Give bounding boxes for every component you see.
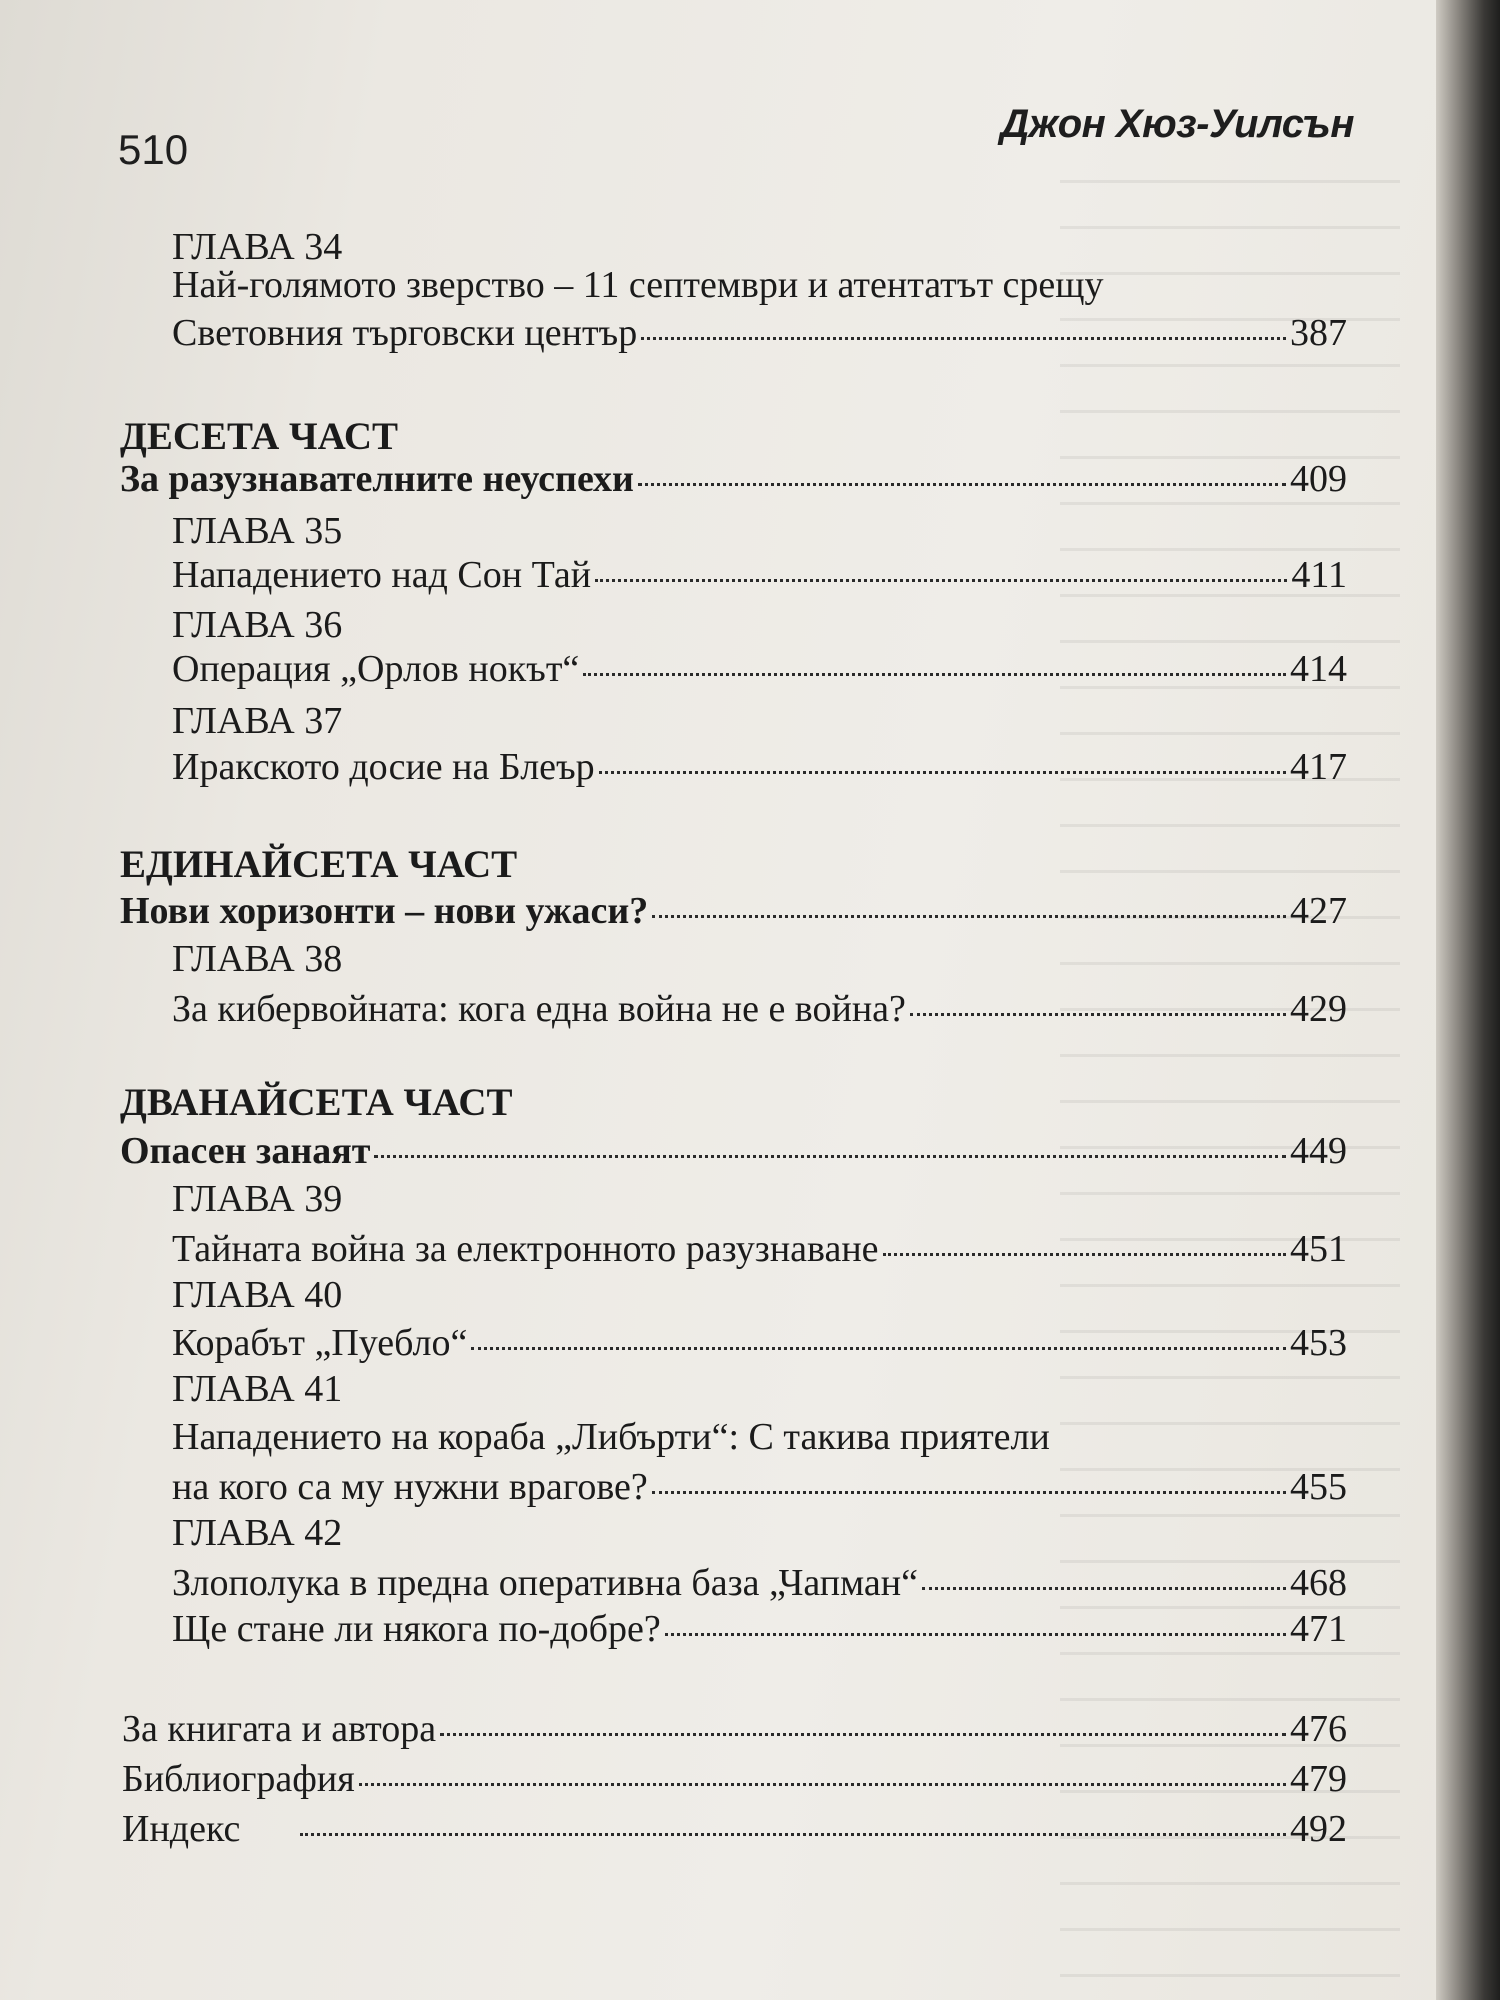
chapter-label: ГЛАВА 41 xyxy=(172,1368,343,1410)
chapter-label: ГЛАВА 37 xyxy=(172,700,343,742)
page-ref: 417 xyxy=(1290,746,1347,788)
page-ref: 449 xyxy=(1290,1130,1347,1172)
toc-entry xyxy=(172,744,1347,790)
dot-leader xyxy=(471,1347,1286,1350)
chapter-label: ГЛАВА 34 xyxy=(172,226,343,268)
dot-leader xyxy=(922,1587,1286,1590)
book-spine-shadow xyxy=(1436,0,1500,2000)
page-ref: 453 xyxy=(1290,1322,1347,1364)
dot-leader xyxy=(595,579,1287,582)
page-ref: 476 xyxy=(1290,1708,1347,1750)
dot-leader xyxy=(359,1783,1286,1786)
chapter-label: ГЛАВА 36 xyxy=(172,604,343,646)
chapter-title: Тайната война за електронното разузнаване xyxy=(172,1228,879,1270)
toc-entry xyxy=(172,1320,1347,1366)
page-ref: 411 xyxy=(1291,554,1347,596)
chapter-title: Нападението на кораба „Либърти“: С такива приятели xyxy=(172,1416,1050,1458)
page-ref: 414 xyxy=(1290,648,1347,690)
toc-entry xyxy=(120,888,1347,934)
toc-entry xyxy=(172,1464,1347,1510)
dot-leader xyxy=(374,1155,1286,1158)
page-ref: 468 xyxy=(1290,1562,1347,1604)
chapter-label: ГЛАВА 39 xyxy=(172,1178,343,1220)
part-heading: ДЕСЕТА ЧАСТ xyxy=(120,415,399,458)
dot-leader xyxy=(440,1733,1286,1736)
toc-entry xyxy=(122,1806,1347,1852)
part-heading: ДВАНАЙСЕТА ЧАСТ xyxy=(120,1081,513,1124)
dot-leader xyxy=(300,1833,1286,1836)
backmatter-title: Индекс xyxy=(122,1808,241,1850)
dot-leader xyxy=(652,1491,1286,1494)
chapter-label: ГЛАВА 35 xyxy=(172,510,343,552)
backmatter-title: За книгата и автора xyxy=(122,1708,437,1750)
toc-entry xyxy=(172,986,1347,1032)
running-head-author: Джон Хюз-Уилсън xyxy=(1000,102,1354,146)
chapter-title: Корабът „Пуебло“ xyxy=(172,1322,468,1364)
toc-entry xyxy=(172,646,1347,692)
page-ref: 455 xyxy=(1290,1466,1347,1508)
chapter-title: Иракското досие на Блеър xyxy=(172,746,595,788)
dot-leader xyxy=(665,1633,1286,1636)
toc-entry xyxy=(172,310,1347,356)
dot-leader xyxy=(641,337,1286,340)
toc-entry xyxy=(172,552,1347,598)
chapter-title: Ще стане ли някога по-добре? xyxy=(172,1608,661,1650)
page-ref: 451 xyxy=(1290,1228,1347,1270)
dot-leader xyxy=(583,673,1286,676)
toc-entry xyxy=(172,1606,1347,1652)
backmatter-title: Библиография xyxy=(122,1758,355,1800)
toc-entry xyxy=(120,456,1347,502)
dot-leader xyxy=(638,483,1286,486)
part-title: За разузнавателните неуспехи xyxy=(120,458,634,500)
chapter-label: ГЛАВА 40 xyxy=(172,1274,343,1316)
page-ref: 427 xyxy=(1290,890,1347,932)
part-title: Опасен занаят xyxy=(120,1130,371,1172)
page-ref: 471 xyxy=(1290,1608,1347,1650)
part-title: Нови хоризонти – нови ужаси? xyxy=(120,890,649,932)
page-number: 510 xyxy=(118,126,189,173)
chapter-title: За кибервойната: кога една война не е война? xyxy=(172,988,906,1030)
page-ref: 479 xyxy=(1290,1758,1347,1800)
chapter-title: на кого са му нужни врагове? xyxy=(172,1466,648,1508)
toc-entry xyxy=(122,1706,1347,1752)
chapter-title: Операция „Орлов нокът“ xyxy=(172,648,580,690)
dot-leader xyxy=(599,771,1286,774)
chapter-label: ГЛАВА 42 xyxy=(172,1512,343,1554)
page-ref: 387 xyxy=(1290,312,1347,354)
chapter-title: Световния търговски център xyxy=(172,312,638,354)
toc-entry xyxy=(120,1128,1347,1174)
dot-leader xyxy=(883,1253,1286,1256)
chapter-label: ГЛАВА 38 xyxy=(172,938,343,980)
chapter-title: Най-голямото зверство – 11 септември и атентатът срещу xyxy=(172,264,1104,306)
chapter-title: Нападението над Сон Тай xyxy=(172,554,592,596)
page-ref: 409 xyxy=(1290,458,1347,500)
dot-leader xyxy=(910,1013,1286,1016)
dot-leader xyxy=(652,915,1286,918)
page-ref: 492 xyxy=(1290,1808,1347,1850)
toc-entry xyxy=(172,1226,1347,1272)
toc-entry xyxy=(172,1560,1347,1606)
toc-entry xyxy=(122,1756,1347,1802)
chapter-title: Злополука в предна оперативна база „Чапман“ xyxy=(172,1562,918,1604)
part-heading: ЕДИНАЙСЕТА ЧАСТ xyxy=(120,843,518,886)
page-ref: 429 xyxy=(1290,988,1347,1030)
